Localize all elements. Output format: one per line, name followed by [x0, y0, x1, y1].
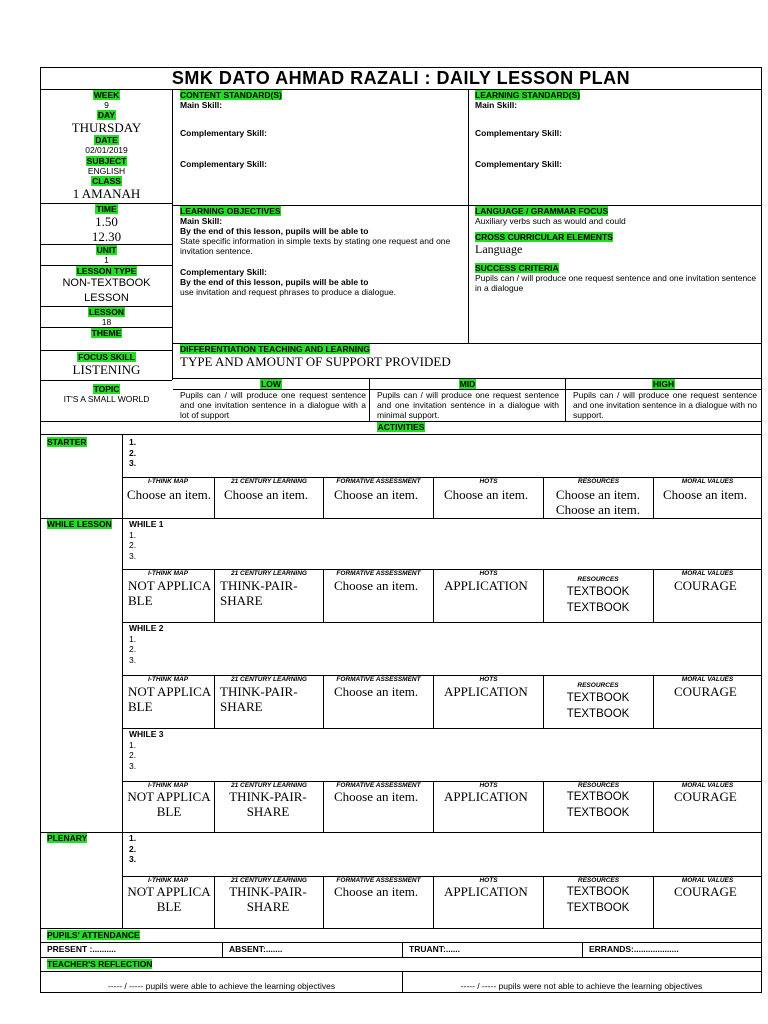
content-standard-section	[180, 90, 470, 169]
cce-label: CROSS CURRICULAR ELEMENTS	[475, 232, 613, 242]
lesson-value: 18	[101, 317, 112, 327]
starter-resources-select-1[interactable]: Choose an item.	[555, 487, 641, 502]
topic-value: IT'S A SMALL WORLD	[63, 394, 150, 404]
class-value: 1 AMANAH	[72, 186, 141, 201]
learning-objectives-label: LEARNING OBJECTIVES	[180, 206, 281, 216]
while-3-items-row: I-THINK MAP 21 CENTURY LEARNING FORMATIVE ASSESSMENT HOTS RESOURCES MORAL VALUES NOT APPLICABLE THINK-PAIR-SHARE Choose an item. APPLICATION TEXTBOOK TEXTBOOK COURAGE	[122, 782, 761, 832]
while-3-formative-select[interactable]: Choose an item.	[334, 789, 419, 804]
learning-main-skill: Main Skill:	[475, 100, 518, 110]
mid-support-text: Pupils can / will produce one request sentence and one invitation sentence in a dialogue with minimal support.	[369, 379, 565, 421]
while-1-resources-1[interactable]: TEXTBOOK	[566, 586, 630, 598]
attendance-label: PUPILS' ATTENDANCE	[47, 930, 140, 940]
objectives-main-skill: Main Skill:	[180, 216, 223, 226]
while-3-21c-select[interactable]: THINK-PAIR-SHARE	[229, 789, 307, 819]
starter-label: STARTER	[47, 437, 87, 447]
while-3-ithink-select[interactable]: NOT APPLICABLE	[127, 789, 211, 819]
learning-objectives-section	[180, 206, 464, 297]
while-2-items-row: I-THINK MAP 21 CENTURY LEARNING FORMATIVE ASSESSMENT HOTS RESOURCES MORAL VALUES NOT APPLICABLE THINK-PAIR-SHARE Choose an item. APPLICATION TEXTBOOK TEXTBOOK COURAGE	[122, 676, 761, 728]
starter-steps: 1. 2. 3.	[129, 437, 137, 468]
lesson-type-value-2: LESSON	[84, 292, 129, 304]
content-comp-skill-2: Complementary Skill:	[180, 159, 267, 169]
learning-standard-label: LEARNING STANDARD(S)	[475, 90, 581, 100]
objectives-text-2: use invitation and request phrases to produce a dialogue.	[180, 287, 396, 297]
week-value: 9	[104, 100, 109, 110]
lesson-type-value-1: NON-TEXTBOOK	[62, 277, 151, 289]
while-lesson-label: WHILE LESSON	[47, 519, 112, 529]
differentiation-section	[180, 344, 740, 369]
plenary-ithink-select[interactable]: NOT APPLICABLE	[127, 884, 211, 914]
objectives-comp-skill: Complementary Skill:	[180, 267, 267, 277]
truant-field[interactable]: TRUANT:......	[402, 943, 582, 957]
mid-label: MID	[369, 379, 565, 389]
time-value-1: 1.50	[95, 214, 118, 229]
while-1-21c-select[interactable]: THINK-PAIR-SHARE	[220, 578, 298, 608]
success-criteria-value: Pupils can / will produce one request sentence and one invitation sentence in a dialogue	[475, 273, 757, 293]
time-value-2: 12.30	[91, 229, 122, 244]
day-label: DAY	[97, 110, 116, 120]
while-2-formative-select[interactable]: Choose an item.	[334, 684, 419, 699]
low-label: LOW	[261, 379, 281, 389]
starter-moral-select[interactable]: Choose an item.	[663, 487, 748, 502]
focus-skill-label: FOCUS SKILL	[78, 352, 135, 362]
low-support-text: Pupils can / will produce one request sentence and one invitation sentence in a dialogue with a lot of support	[180, 390, 366, 420]
plenary-moral-select[interactable]: COURAGE	[674, 884, 737, 899]
class-label: CLASS	[92, 176, 121, 186]
lesson-label: LESSON	[89, 307, 124, 317]
while-2-ithink-select[interactable]: NOT APPLICABLE	[128, 684, 212, 714]
language-focus-value: Auxiliary verbs such as would and could	[475, 216, 626, 226]
starter-formative-select[interactable]: Choose an item.	[334, 487, 419, 502]
while-3-resources-1[interactable]: TEXTBOOK	[566, 791, 630, 803]
theme-label: THEME	[91, 328, 122, 338]
subject-value: ENGLISH	[87, 166, 126, 176]
content-main-skill: Main Skill:	[180, 100, 223, 110]
while-3-hots-select[interactable]: APPLICATION	[444, 789, 528, 804]
cce-value: Language	[475, 242, 523, 256]
reflection-not-able: ----- / ----- pupils were not able to achieve the learning objectives	[460, 981, 703, 991]
plenary-21c-select[interactable]: THINK-PAIR-SHARE	[229, 884, 307, 914]
objectives-by-end-1: By the end of this lesson, pupils will be able to	[180, 226, 369, 236]
while-2-resources-1[interactable]: TEXTBOOK	[566, 692, 630, 704]
date-label: DATE	[95, 135, 118, 145]
unit-value: 1	[104, 255, 109, 265]
while-2-hots-select[interactable]: APPLICATION	[444, 684, 528, 699]
learning-comp-skill-1: Complementary Skill:	[475, 128, 562, 138]
subject-label: SUBJECT	[86, 156, 127, 166]
differentiation-label: DIFFERENTIATION TEACHING AND LEARNING	[180, 344, 370, 354]
while-2-21c-select[interactable]: THINK-PAIR-SHARE	[220, 684, 298, 714]
day-value: THURSDAY	[71, 120, 142, 135]
plenary-items-row: I-THINK MAP 21 CENTURY LEARNING FORMATIVE ASSESSMENT HOTS RESOURCES MORAL VALUES NOT APPLICABLE THINK-PAIR-SHARE Choose an item. APPLICATION TEXTBOOK TEXTBOOK COURAGE	[122, 877, 761, 928]
page-title: SMK DATO AHMAD RAZALI : DAILY LESSON PLAN	[171, 68, 631, 88]
unit-label: UNIT	[96, 245, 117, 255]
support-type-title: TYPE AND AMOUNT OF SUPPORT PROVIDED	[180, 354, 451, 369]
starter-resources-select-2[interactable]: Choose an item.	[555, 502, 641, 517]
objectives-by-end-2: By the end of this lesson, pupils will be able to	[180, 277, 369, 287]
starter-ithink-select[interactable]: Choose an item.	[126, 487, 212, 502]
lesson-type-label: LESSON TYPE	[76, 266, 137, 276]
starter-21c-select[interactable]: Choose an item.	[224, 487, 309, 502]
content-standard-label: CONTENT STANDARD(S)	[180, 90, 282, 100]
while-1-ithink-select[interactable]: NOT APPLICABLE	[128, 578, 212, 608]
starter-items-row: I-THINK MAP 21 CENTURY LEARNING FORMATIVE ASSESSMENT HOTS RESOURCES MORAL VALUES Choose an item. Choose an item. Choose an item. Choose an item. Choose an item. Choose an item. Choose an item.	[122, 478, 761, 518]
focus-skill-value: LISTENING	[72, 362, 141, 377]
content-comp-skill-1: Complementary Skill:	[180, 128, 267, 138]
while-3-steps: WHILE 3 1. 2. 3.	[129, 729, 164, 771]
while-2-moral-select[interactable]: COURAGE	[674, 684, 737, 699]
errands-field[interactable]: ERRANDS:...................	[582, 943, 761, 957]
plenary-formative-select[interactable]: Choose an item.	[334, 884, 419, 899]
while-2-resources-2[interactable]: TEXTBOOK	[566, 708, 630, 720]
while-1-resources-2[interactable]: TEXTBOOK	[566, 602, 630, 614]
plenary-hots-select[interactable]: APPLICATION	[444, 884, 528, 899]
plenary-resources-2[interactable]: TEXTBOOK	[566, 902, 630, 914]
objectives-text-1: State specific information in simple texts by stating one request and one invitation sentence.	[180, 236, 451, 256]
high-label: HIGH	[565, 379, 761, 389]
while-1-items-row: I-THINK MAP 21 CENTURY LEARNING FORMATIVE ASSESSMENT HOTS RESOURCES MORAL VALUES NOT APPLICABLE THINK-PAIR-SHARE Choose an item. APPLICATION TEXTBOOK TEXTBOOK COURAGE	[122, 570, 761, 622]
plenary-steps: 1. 2. 3.	[129, 833, 137, 864]
while-1-steps: WHILE 1 1. 2. 3.	[129, 519, 164, 561]
reflection-able: ----- / ----- pupils were able to achieve the learning objectives	[107, 981, 336, 991]
present-field[interactable]: PRESENT :..........	[47, 944, 116, 954]
topic-label: TOPIC	[93, 384, 120, 394]
activities-label: ACTIVITIES	[377, 422, 425, 432]
absent-field[interactable]: ABSENT:.......	[222, 943, 402, 957]
language-section	[468, 206, 761, 343]
starter-hots-select[interactable]: Choose an item.	[444, 487, 529, 502]
time-label: TIME	[96, 204, 117, 214]
plenary-resources-1[interactable]: TEXTBOOK	[566, 886, 630, 898]
while-1-hots-select[interactable]: APPLICATION	[444, 578, 528, 593]
high-support-text: Pupils can / will produce one request sentence and one invitation sentence in a dialogue with no support.	[565, 379, 761, 421]
learning-standard-section	[468, 90, 761, 205]
success-criteria-label: SUCCESS CRITERIA	[475, 263, 559, 273]
lesson-plan-document	[40, 67, 762, 993]
while-3-resources-2[interactable]: TEXTBOOK	[566, 807, 630, 819]
date-value: 02/01/2019	[85, 145, 128, 155]
language-focus-label: LANGUAGE / GRAMMAR FOCUS	[475, 206, 609, 216]
reflection-label: TEACHER'S REFLECTION	[47, 959, 153, 969]
learning-comp-skill-2: Complementary Skill:	[475, 159, 562, 169]
week-label: WEEK	[93, 90, 120, 100]
while-3-moral-select[interactable]: COURAGE	[674, 789, 737, 804]
plenary-label: PLENARY	[47, 833, 88, 843]
left-info-column	[41, 90, 173, 404]
while-2-steps: WHILE 2 1. 2. 3.	[129, 623, 164, 665]
while-1-moral-select[interactable]: COURAGE	[674, 578, 737, 593]
while-1-formative-select[interactable]: Choose an item.	[334, 578, 419, 593]
